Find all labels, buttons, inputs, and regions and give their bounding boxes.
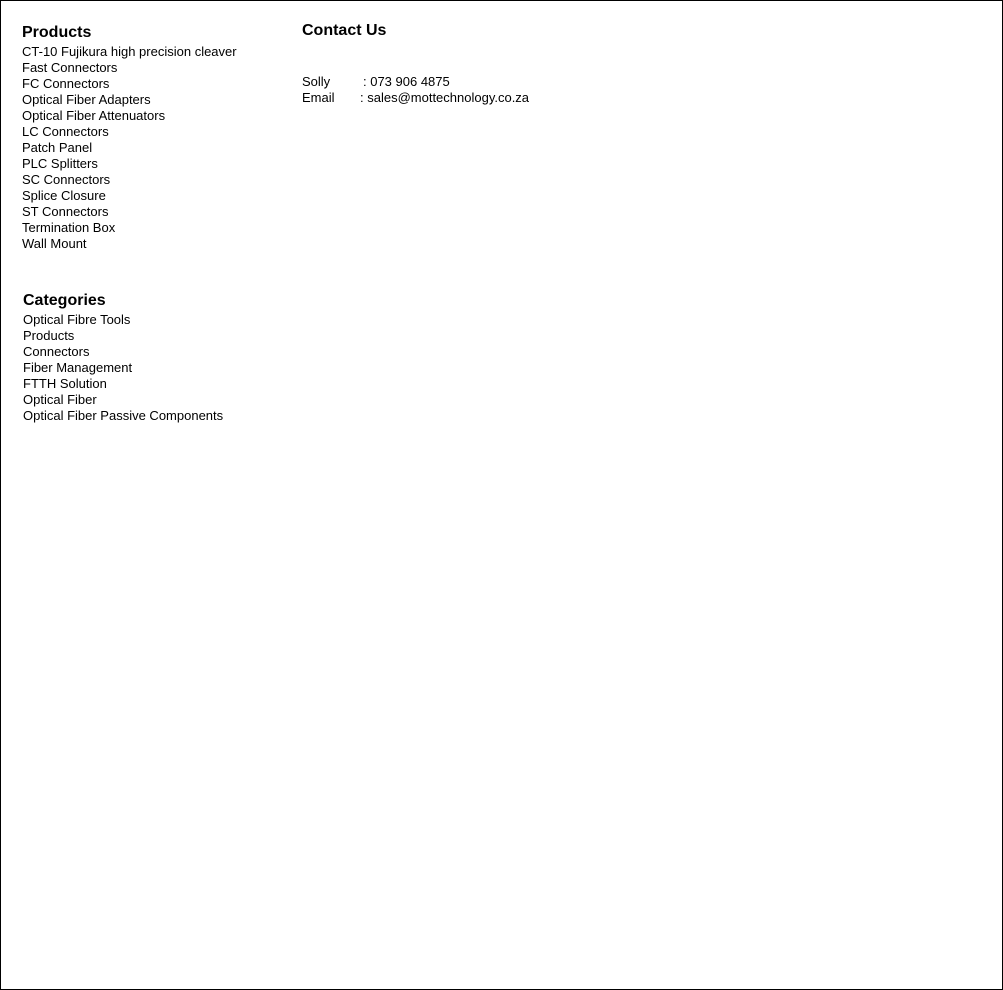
list-item	[23, 360, 283, 376]
product-link-optical-fiber-attenuators[interactable]: Optical Fiber Attenuators	[22, 108, 166, 123]
list-item	[22, 60, 282, 76]
list-item	[22, 76, 282, 92]
list-item	[23, 376, 283, 392]
list-item	[22, 204, 282, 220]
product-link-fc-connectors[interactable]: FC Connectors	[22, 76, 110, 91]
products-list	[22, 44, 282, 252]
list-item	[22, 108, 282, 124]
list-item	[23, 344, 283, 360]
categories-list	[23, 312, 283, 424]
product-link-lc-connectors[interactable]: LC Connectors	[22, 124, 109, 139]
product-link-plc-splitters[interactable]: PLC Splitters	[22, 156, 98, 171]
product-link-optical-fiber-adapters[interactable]: Optical Fiber Adapters	[22, 92, 151, 107]
category-link-optical-fiber-passive-components[interactable]: Optical Fiber Passive Components	[23, 408, 224, 423]
category-link-ftth-solution[interactable]: FTTH Solution	[23, 376, 107, 391]
list-item	[23, 328, 283, 344]
contact-section	[302, 21, 702, 106]
solly-label: Solly	[302, 74, 331, 89]
categories-section	[23, 291, 283, 424]
email-link[interactable]: : sales@mottechnology.co.za	[360, 90, 530, 105]
category-link-optical-fiber[interactable]: Optical Fiber	[23, 392, 97, 407]
list-item	[23, 408, 283, 424]
list-item	[22, 140, 282, 156]
product-link-patch-panel[interactable]: Patch Panel	[22, 140, 93, 155]
list-item	[22, 236, 282, 252]
category-link-optical-fibre-tools[interactable]: Optical Fibre Tools	[23, 312, 131, 327]
email-label: Email	[302, 90, 335, 105]
category-link-fiber-management[interactable]: Fiber Management	[23, 360, 133, 375]
product-link-splice-closure[interactable]: Splice Closure	[22, 188, 106, 203]
category-link-products[interactable]: Products	[23, 328, 75, 343]
list-item	[22, 220, 282, 236]
product-link-ct10-cleaver[interactable]: CT-10 Fujikura high precision cleaver	[22, 44, 237, 59]
contact-heading: Contact Us	[302, 22, 387, 39]
product-link-fast-connectors[interactable]: Fast Connectors	[22, 60, 118, 75]
products-section	[22, 23, 282, 252]
categories-heading: Categories	[23, 292, 106, 309]
list-item	[23, 392, 283, 408]
list-item	[22, 172, 282, 188]
list-item	[22, 188, 282, 204]
list-item	[22, 92, 282, 108]
list-item	[23, 312, 283, 328]
solly-phone: : 073 906 4875	[363, 74, 450, 89]
product-link-wall-mount[interactable]: Wall Mount	[22, 236, 87, 251]
category-link-connectors[interactable]: Connectors	[23, 344, 90, 359]
contact-row-solly	[302, 74, 702, 90]
product-link-termination-box[interactable]: Termination Box	[22, 220, 116, 235]
products-heading: Products	[22, 24, 92, 41]
list-item	[22, 124, 282, 140]
product-link-sc-connectors[interactable]: SC Connectors	[22, 172, 111, 187]
product-link-st-connectors[interactable]: ST Connectors	[22, 204, 109, 219]
list-item	[22, 44, 282, 60]
contact-row-email	[302, 90, 702, 106]
contact-details	[302, 74, 702, 106]
list-item	[22, 156, 282, 172]
